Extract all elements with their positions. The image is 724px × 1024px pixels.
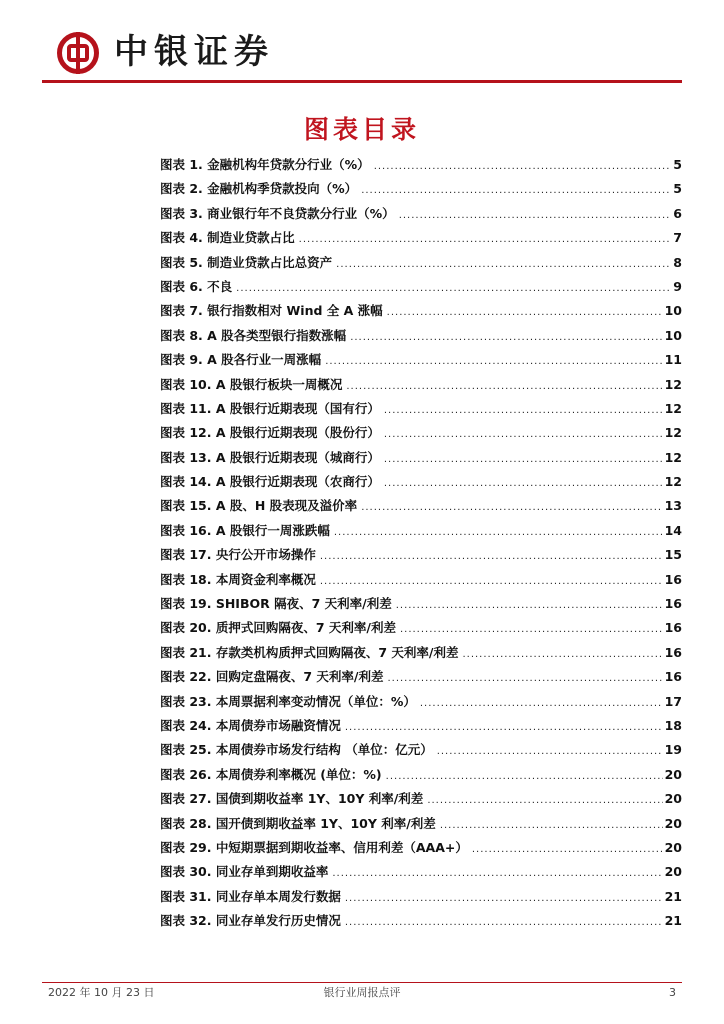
toc-dot-leader xyxy=(420,698,663,709)
toc-dot-leader xyxy=(386,771,663,782)
toc-entry-page: 12 xyxy=(664,425,682,441)
toc-entry[interactable] xyxy=(160,887,682,911)
toc-entry-label: 图表 18. 本周资金利率概况 xyxy=(160,571,316,587)
toc-entry-label: 图表 1. 金融机构年贷款分行业（%） xyxy=(160,157,370,172)
toc-dot-leader xyxy=(399,210,672,221)
toc-entry-page: 11 xyxy=(664,352,682,368)
toc-dot-leader xyxy=(236,283,671,294)
toc-entry[interactable] xyxy=(160,618,682,642)
toc-entry-label: 图表 5. 制造业贷款占比总资产 xyxy=(160,254,333,270)
toc-dot-leader xyxy=(361,185,671,196)
toc-entry-page: 16 xyxy=(664,620,682,636)
toc-entry[interactable] xyxy=(160,740,682,764)
toc-entry-label: 图表 25. 本周债券市场发行结构 （单位：亿元） xyxy=(160,742,433,758)
toc-entry-page: 5 xyxy=(673,157,682,172)
header-divider xyxy=(42,80,682,83)
toc-entry-label: 图表 21. 存款类机构质押式回购隔夜、7 天利率/利差 xyxy=(160,644,459,660)
toc-entry-label: 图表 10. A 股银行板块一周概况 xyxy=(160,376,343,392)
toc-entry-page: 15 xyxy=(664,547,682,563)
toc-entry-page: 6 xyxy=(673,205,682,221)
page-header xyxy=(0,0,724,84)
toc-dot-leader xyxy=(346,381,662,392)
toc-dot-leader xyxy=(320,576,663,587)
toc-entry-page: 18 xyxy=(664,717,682,733)
toc-entry-label: 图表 13. A 股银行近期表现（城商行） xyxy=(160,449,380,465)
toc-entry[interactable] xyxy=(160,496,682,520)
toc-dot-leader xyxy=(384,405,663,416)
toc-entry-label: 图表 24. 本周债券市场融资情况 xyxy=(160,717,341,733)
toc-entry[interactable] xyxy=(160,814,682,838)
toc-entry-page: 21 xyxy=(664,913,682,929)
toc-entry-page: 5 xyxy=(673,181,682,197)
toc-entry-label: 图表 11. A 股银行近期表现（国有行） xyxy=(160,400,380,416)
toc-entry-page: 19 xyxy=(664,742,682,758)
toc-dot-leader xyxy=(472,844,663,855)
toc-entry-label: 图表 3. 商业银行年不良贷款分行业（%） xyxy=(160,205,395,221)
toc-dot-leader xyxy=(345,893,663,904)
toc-entry[interactable] xyxy=(160,765,682,789)
toc-entry[interactable] xyxy=(160,692,682,716)
toc-entry-page: 9 xyxy=(673,278,682,294)
toc-entry-page: 12 xyxy=(664,376,682,392)
toc-dot-leader xyxy=(396,600,663,611)
toc-entry[interactable] xyxy=(160,350,682,374)
toc-entry[interactable] xyxy=(160,862,682,886)
footer-divider xyxy=(42,982,682,983)
toc-entry[interactable] xyxy=(160,277,682,301)
toc-dot-leader xyxy=(437,746,663,757)
toc-entry[interactable] xyxy=(160,228,682,252)
toc-entry[interactable] xyxy=(160,423,682,447)
toc-entry[interactable] xyxy=(160,375,682,399)
toc-dot-leader xyxy=(384,478,663,489)
toc-entry[interactable] xyxy=(160,399,682,423)
brand-name: 中银证券 xyxy=(114,32,274,72)
toc-entry-page: 14 xyxy=(664,522,682,538)
toc-dot-leader xyxy=(400,624,663,635)
toc-entry-label: 图表 20. 质押式回购隔夜、7 天利率/利差 xyxy=(160,620,396,636)
toc-dot-leader xyxy=(325,356,662,367)
toc-entry-label: 图表 16. A 股银行一周涨跌幅 xyxy=(160,522,330,538)
toc-entry-page: 12 xyxy=(664,449,682,465)
toc-entry-label: 图表 14. A 股银行近期表现（农商行） xyxy=(160,474,380,490)
toc-entry-label: 图表 15. A 股、H 股表现及溢价率 xyxy=(160,498,358,514)
toc-dot-leader xyxy=(462,649,662,660)
toc-entry[interactable] xyxy=(160,204,682,228)
toc-entry-label: 图表 28. 国开债到期收益率 1Y、10Y 利率/利差 xyxy=(160,815,436,831)
toc-entry[interactable] xyxy=(160,570,682,594)
toc-entry-label: 图表 19. SHIBOR 隔夜、7 天利率/利差 xyxy=(160,596,392,612)
toc-entry-page: 12 xyxy=(664,474,682,490)
table-of-figures xyxy=(160,155,682,936)
toc-entry-page: 20 xyxy=(664,839,682,855)
toc-entry[interactable] xyxy=(160,789,682,813)
toc-entry[interactable] xyxy=(160,179,682,203)
toc-entry-label: 图表 23. 本周票据利率变动情况（单位：%） xyxy=(160,693,416,709)
toc-entry[interactable] xyxy=(160,472,682,496)
toc-entry-label: 图表 7. 银行指数相对 Wind 全 A 涨幅 xyxy=(160,303,383,319)
toc-entry[interactable] xyxy=(160,448,682,472)
toc-entry-label: 图表 9. A 股各行业一周涨幅 xyxy=(160,352,322,368)
toc-entry-page: 7 xyxy=(673,230,682,246)
toc-entry-page: 20 xyxy=(664,864,682,880)
footer-date: 2022 年 10 月 23 日 xyxy=(48,986,155,999)
footer-report-type: 银行业周报点评 xyxy=(323,986,401,999)
toc-dot-leader xyxy=(387,307,663,318)
toc-entry[interactable] xyxy=(160,838,682,862)
toc-dot-leader xyxy=(332,868,662,879)
toc-dot-leader xyxy=(350,332,662,343)
toc-entry[interactable] xyxy=(160,521,682,545)
toc-entry[interactable] xyxy=(160,155,682,179)
toc-entry-page: 8 xyxy=(673,254,682,270)
page-title: 图表目录 xyxy=(303,115,420,144)
toc-entry-label: 图表 12. A 股银行近期表现（股份行） xyxy=(160,425,380,441)
toc-dot-leader xyxy=(374,161,672,172)
toc-entry[interactable] xyxy=(160,301,682,325)
toc-entry-label: 图表 32. 同业存单发行历史情况 xyxy=(160,913,341,929)
toc-entry-label: 图表 4. 制造业贷款占比 xyxy=(160,230,295,246)
toc-dot-leader xyxy=(384,429,663,440)
toc-entry-page: 20 xyxy=(664,766,682,782)
toc-entry-page: 16 xyxy=(664,571,682,587)
toc-entry-page: 16 xyxy=(664,644,682,660)
bank-of-china-logo-icon xyxy=(56,31,100,75)
toc-entry-page: 10 xyxy=(664,327,682,343)
toc-entry-page: 13 xyxy=(664,498,682,514)
toc-entry-label: 图表 27. 国债到期收益率 1Y、10Y 利率/利差 xyxy=(160,791,424,807)
toc-entry-label: 图表 29. 中短期票据到期收益率、信用利差（AAA+） xyxy=(160,839,468,855)
toc-entry-label: 图表 8. A 股各类型银行指数涨幅 xyxy=(160,327,347,343)
toc-dot-leader xyxy=(345,917,663,928)
toc-dot-leader xyxy=(440,820,663,831)
toc-entry-page: 21 xyxy=(664,888,682,904)
toc-entry-label: 图表 26. 本周债券利率概况 (单位：%) xyxy=(160,766,382,782)
toc-entry[interactable] xyxy=(160,545,682,569)
toc-dot-leader xyxy=(334,527,663,538)
toc-dot-leader xyxy=(387,673,662,684)
toc-entry[interactable] xyxy=(160,911,682,935)
toc-entry-label: 图表 30. 同业存单到期收益率 xyxy=(160,864,329,880)
toc-entry-page: 16 xyxy=(664,596,682,612)
toc-dot-leader xyxy=(336,259,671,270)
toc-entry[interactable] xyxy=(160,594,682,618)
toc-entry-page: 16 xyxy=(664,669,682,685)
toc-entry-page: 20 xyxy=(664,815,682,831)
toc-entry-label: 图表 31. 同业存单本周发行数据 xyxy=(160,888,341,904)
footer-page-number: 3 xyxy=(669,986,676,999)
toc-entry-label: 图表 17. 央行公开市场操作 xyxy=(160,547,316,563)
toc-entry[interactable] xyxy=(160,643,682,667)
toc-entry-label: 图表 22. 回购定盘隔夜、7 天利率/利差 xyxy=(160,669,384,685)
toc-dot-leader xyxy=(384,454,663,465)
toc-dot-leader xyxy=(345,722,663,733)
toc-dot-leader xyxy=(427,795,662,806)
toc-entry-page: 12 xyxy=(664,400,682,416)
toc-dot-leader xyxy=(320,551,663,562)
toc-entry-page: 20 xyxy=(664,791,682,807)
toc-entry[interactable] xyxy=(160,716,682,740)
toc-entry-label: 图表 6. 不良 xyxy=(160,278,233,294)
toc-entry-page: 10 xyxy=(664,303,682,319)
toc-entry-page: 17 xyxy=(664,693,682,709)
toc-entry-label: 图表 2. 金融机构季贷款投向（%） xyxy=(160,181,358,197)
toc-dot-leader xyxy=(361,502,662,513)
toc-entry[interactable] xyxy=(160,667,682,691)
toc-entry[interactable] xyxy=(160,253,682,277)
toc-dot-leader xyxy=(299,234,672,245)
toc-entry[interactable] xyxy=(160,326,682,350)
